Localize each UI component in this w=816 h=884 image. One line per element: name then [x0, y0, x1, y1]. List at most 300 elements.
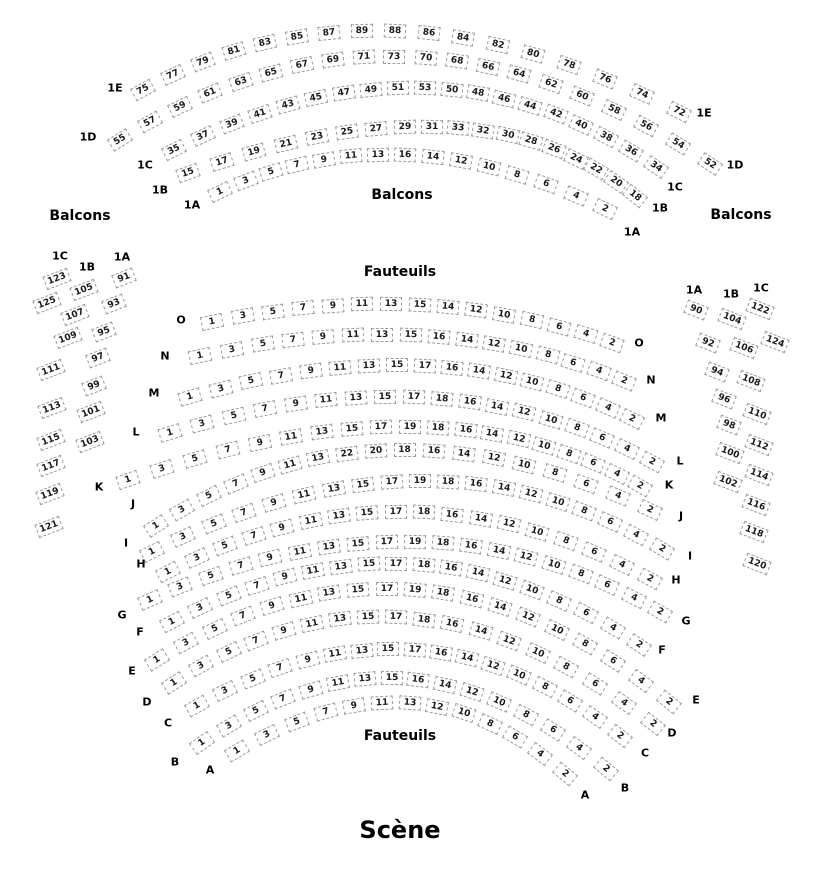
seat-H-18[interactable]: 18 [413, 505, 436, 520]
seat-G-8[interactable]: 8 [568, 564, 594, 585]
seat-G-9[interactable]: 9 [258, 549, 283, 568]
seat-right-1C-124[interactable]: 124 [760, 331, 789, 353]
seat-L-15[interactable]: 15 [374, 390, 396, 404]
seat-1E-82[interactable]: 82 [485, 36, 510, 55]
seat-I-10[interactable]: 10 [545, 492, 570, 512]
seat-1C-45[interactable]: 45 [304, 89, 328, 107]
seat-1B-22[interactable]: 22 [583, 158, 609, 181]
seat-1C-48[interactable]: 48 [466, 85, 490, 102]
seat-1D-52[interactable]: 52 [697, 152, 723, 176]
seat-O-7[interactable]: 7 [291, 300, 314, 316]
seat-left-1A-103[interactable]: 103 [75, 431, 104, 453]
seat-1B-15[interactable]: 15 [175, 163, 200, 184]
seat-K-9[interactable]: 9 [248, 434, 272, 452]
seat-O-3[interactable]: 3 [231, 307, 255, 325]
seat-1B-29[interactable]: 29 [393, 119, 415, 134]
seat-1B-26[interactable]: 26 [541, 139, 567, 160]
seat-G-6[interactable]: 6 [594, 575, 620, 597]
seat-G-11[interactable]: 11 [288, 543, 312, 561]
seat-N-12[interactable]: 12 [482, 335, 506, 352]
seat-left-1B-105[interactable]: 105 [69, 279, 98, 301]
seat-G-17[interactable]: 17 [375, 535, 397, 550]
seat-C-15[interactable]: 15 [377, 642, 399, 656]
seat-C-3[interactable]: 3 [212, 680, 238, 702]
seat-1B-21[interactable]: 21 [274, 134, 299, 153]
seat-1E-88[interactable]: 88 [384, 24, 407, 39]
seat-B-13[interactable]: 13 [353, 672, 376, 688]
seat-H-14[interactable]: 14 [469, 510, 493, 527]
seat-D-5[interactable]: 5 [216, 641, 242, 663]
seat-1D-69[interactable]: 69 [321, 52, 345, 69]
seat-1A-5[interactable]: 5 [259, 162, 284, 182]
seat-K-3[interactable]: 3 [149, 459, 174, 479]
seat-G-7[interactable]: 7 [228, 557, 253, 577]
seat-C-10[interactable]: 10 [506, 665, 532, 686]
seat-N-7[interactable]: 7 [281, 332, 304, 348]
seat-E-19[interactable]: 19 [403, 582, 426, 598]
seat-F-2[interactable]: 2 [626, 633, 652, 657]
seat-1E-78[interactable]: 78 [556, 55, 581, 75]
seat-M-11[interactable]: 11 [329, 360, 352, 376]
seat-M-7[interactable]: 7 [269, 367, 293, 385]
seat-G-2[interactable]: 2 [647, 600, 673, 623]
seat-D-14[interactable]: 14 [468, 622, 493, 642]
seat-left-1B-109[interactable]: 109 [53, 327, 82, 349]
seat-L-10[interactable]: 10 [538, 410, 563, 430]
seat-1E-76[interactable]: 76 [592, 68, 618, 89]
seat-I-12[interactable]: 12 [518, 485, 543, 504]
seat-I-18[interactable]: 18 [437, 474, 460, 489]
seat-E-7[interactable]: 7 [231, 606, 257, 627]
seat-E-17[interactable]: 17 [375, 582, 397, 596]
seat-N-11[interactable]: 11 [342, 328, 365, 343]
seat-I-14[interactable]: 14 [491, 479, 515, 497]
seat-N-14[interactable]: 14 [455, 332, 479, 349]
seat-right-1B-112[interactable]: 112 [744, 434, 773, 456]
seat-C-6[interactable]: 6 [557, 690, 583, 713]
seat-C-12[interactable]: 12 [481, 656, 506, 676]
seat-I-9[interactable]: 9 [262, 493, 287, 513]
seat-left-1C-123[interactable]: 123 [42, 268, 71, 290]
seat-1C-35[interactable]: 35 [161, 139, 187, 161]
seat-K-19[interactable]: 19 [399, 420, 421, 434]
seat-1C-51[interactable]: 51 [387, 81, 409, 96]
seat-K-7[interactable]: 7 [215, 440, 240, 459]
seat-L-16[interactable]: 16 [458, 394, 482, 411]
seat-K-16[interactable]: 16 [454, 422, 477, 438]
seat-right-1B-120[interactable]: 120 [742, 553, 771, 575]
seat-A-8[interactable]: 8 [477, 713, 503, 735]
seat-1D-56[interactable]: 56 [633, 114, 659, 137]
seat-D-16[interactable]: 16 [440, 615, 464, 633]
seat-E-15[interactable]: 15 [347, 582, 370, 598]
seat-M-17[interactable]: 17 [414, 358, 437, 373]
seat-M-3[interactable]: 3 [209, 379, 234, 398]
seat-H-8[interactable]: 8 [553, 531, 578, 552]
seat-1E-81[interactable]: 81 [221, 42, 246, 62]
seat-B-7[interactable]: 7 [271, 688, 297, 709]
seat-C-11[interactable]: 11 [323, 646, 347, 664]
seat-1B-31[interactable]: 31 [421, 119, 443, 133]
seat-L-6[interactable]: 6 [589, 427, 615, 448]
seat-F-3[interactable]: 3 [188, 597, 214, 619]
seat-D-13[interactable]: 13 [328, 611, 352, 628]
seat-F-10[interactable]: 10 [520, 579, 546, 600]
seat-K-13[interactable]: 13 [310, 424, 334, 441]
seat-1E-79[interactable]: 79 [190, 52, 216, 73]
seat-O-12[interactable]: 12 [465, 302, 489, 319]
seat-N-2[interactable]: 2 [611, 370, 637, 391]
seat-M-10[interactable]: 10 [520, 372, 545, 391]
seat-K-12[interactable]: 12 [506, 430, 531, 449]
seat-C-1[interactable]: 1 [184, 694, 210, 717]
seat-J-6[interactable]: 6 [574, 473, 599, 494]
seat-1B-17[interactable]: 17 [209, 152, 234, 172]
seat-D-12[interactable]: 12 [496, 631, 522, 652]
seat-I-19[interactable]: 19 [409, 474, 431, 488]
seat-I-13[interactable]: 13 [321, 480, 345, 498]
seat-left-1B-111[interactable]: 111 [36, 359, 65, 381]
seat-D-4[interactable]: 4 [611, 691, 637, 715]
seat-C-9[interactable]: 9 [295, 651, 320, 670]
seat-1E-87[interactable]: 87 [317, 25, 340, 41]
seat-left-1B-117[interactable]: 117 [36, 455, 65, 477]
seat-F-1[interactable]: 1 [159, 611, 185, 634]
seat-A-13[interactable]: 13 [399, 695, 422, 711]
seat-H-4[interactable]: 4 [609, 553, 635, 575]
seat-1A-11[interactable]: 11 [339, 148, 362, 164]
seat-1C-36[interactable]: 36 [618, 140, 644, 163]
seat-K-17[interactable]: 17 [370, 420, 392, 435]
seat-1C-34[interactable]: 34 [643, 155, 669, 179]
seat-L-5[interactable]: 5 [221, 407, 246, 426]
seat-F-8[interactable]: 8 [546, 590, 572, 612]
seat-C-7[interactable]: 7 [268, 658, 293, 678]
seat-E-11[interactable]: 11 [289, 589, 314, 608]
seat-D-1[interactable]: 1 [161, 671, 187, 695]
seat-A-1[interactable]: 1 [224, 739, 250, 762]
seat-1A-8[interactable]: 8 [505, 165, 530, 185]
seat-L-1[interactable]: 1 [157, 423, 182, 443]
seat-M-1[interactable]: 1 [177, 387, 202, 407]
seat-J-8[interactable]: 8 [543, 463, 568, 483]
seat-K-4[interactable]: 4 [604, 463, 630, 485]
seat-J-10[interactable]: 10 [512, 455, 537, 474]
seat-1E-77[interactable]: 77 [160, 64, 186, 86]
seat-N-1[interactable]: 1 [188, 347, 212, 365]
seat-N-9[interactable]: 9 [312, 329, 335, 345]
seat-L-14[interactable]: 14 [485, 398, 509, 416]
seat-H-12[interactable]: 12 [497, 515, 522, 534]
seat-1D-59[interactable]: 59 [167, 96, 193, 118]
seat-L-4[interactable]: 4 [614, 438, 640, 460]
seat-F-14[interactable]: 14 [466, 564, 491, 583]
seat-F-7[interactable]: 7 [244, 576, 269, 596]
seat-1A-12[interactable]: 12 [449, 152, 473, 170]
seat-M-13[interactable]: 13 [358, 358, 381, 373]
seat-1D-61[interactable]: 61 [198, 83, 224, 104]
seat-D-7[interactable]: 7 [244, 630, 270, 651]
seat-B-12[interactable]: 12 [460, 682, 485, 702]
seat-M-8[interactable]: 8 [545, 379, 570, 399]
seat-right-1A-102[interactable]: 102 [713, 471, 742, 493]
seat-1D-65[interactable]: 65 [259, 63, 284, 82]
seat-I-5[interactable]: 5 [201, 514, 227, 535]
seat-H-3[interactable]: 3 [184, 547, 210, 569]
seat-F-16[interactable]: 16 [439, 560, 463, 577]
seat-C-13[interactable]: 13 [350, 643, 373, 659]
seat-N-16[interactable]: 16 [428, 329, 451, 345]
seat-A-4[interactable]: 4 [527, 742, 553, 766]
seat-1B-30[interactable]: 30 [496, 126, 521, 144]
seat-G-14[interactable]: 14 [487, 542, 511, 560]
seat-F-4[interactable]: 4 [599, 617, 625, 640]
seat-F-11[interactable]: 11 [301, 562, 325, 580]
seat-K-15[interactable]: 15 [340, 421, 363, 437]
seat-right-1B-106[interactable]: 106 [729, 337, 758, 359]
seat-B-11[interactable]: 11 [325, 674, 349, 692]
seat-1C-49[interactable]: 49 [359, 82, 382, 98]
seat-L-11[interactable]: 11 [314, 392, 337, 408]
seat-M-6[interactable]: 6 [570, 387, 595, 408]
seat-B-9[interactable]: 9 [298, 680, 323, 700]
seat-B-15[interactable]: 15 [380, 671, 402, 685]
seat-1D-67[interactable]: 67 [290, 56, 314, 74]
seat-O-1[interactable]: 1 [200, 313, 224, 331]
seat-J-2[interactable]: 2 [637, 499, 663, 521]
seat-K-14[interactable]: 14 [480, 425, 504, 442]
seat-I-15[interactable]: 15 [351, 476, 375, 493]
seat-1E-84[interactable]: 84 [451, 29, 475, 46]
seat-left-1C-125[interactable]: 125 [32, 292, 61, 314]
seat-1B-27[interactable]: 27 [365, 121, 388, 137]
seat-I-1[interactable]: 1 [139, 541, 165, 563]
seat-1B-23[interactable]: 23 [305, 128, 329, 146]
seat-1C-42[interactable]: 42 [543, 104, 569, 125]
seat-1E-86[interactable]: 86 [417, 25, 440, 41]
seat-1A-3[interactable]: 3 [233, 171, 259, 192]
seat-H-2[interactable]: 2 [637, 568, 663, 591]
seat-A-5[interactable]: 5 [284, 711, 310, 732]
seat-right-1A-100[interactable]: 100 [715, 442, 744, 464]
seat-E-9[interactable]: 9 [260, 596, 285, 616]
seat-left-1A-93[interactable]: 93 [101, 294, 127, 315]
seat-A-12[interactable]: 12 [425, 698, 449, 716]
seat-1D-66[interactable]: 66 [476, 58, 500, 76]
seat-C-5[interactable]: 5 [240, 668, 266, 689]
seat-A-3[interactable]: 3 [254, 724, 280, 746]
seat-E-13[interactable]: 13 [317, 585, 341, 602]
seat-A-9[interactable]: 9 [342, 697, 366, 714]
seat-D-15[interactable]: 15 [357, 610, 380, 625]
seat-C-17[interactable]: 17 [404, 642, 427, 658]
seat-1D-60[interactable]: 60 [570, 85, 596, 106]
seat-1D-64[interactable]: 64 [507, 65, 532, 84]
seat-E-14[interactable]: 14 [487, 597, 512, 617]
seat-E-8[interactable]: 8 [572, 633, 598, 656]
seat-E-12[interactable]: 12 [516, 607, 542, 628]
seat-right-1B-114[interactable]: 114 [744, 464, 773, 486]
seat-F-9[interactable]: 9 [273, 568, 298, 587]
seat-I-11[interactable]: 11 [292, 486, 317, 505]
seat-1B-18[interactable]: 18 [622, 184, 648, 209]
seat-L-12[interactable]: 12 [512, 403, 537, 422]
seat-1A-9[interactable]: 9 [312, 151, 336, 168]
seat-L-2[interactable]: 2 [639, 451, 665, 474]
seat-F-5[interactable]: 5 [216, 585, 242, 606]
seat-1A-2[interactable]: 2 [592, 198, 618, 220]
seat-H-13[interactable]: 13 [327, 508, 351, 525]
seat-B-10[interactable]: 10 [486, 691, 512, 712]
seat-J-20[interactable]: 20 [364, 443, 387, 458]
seat-H-11[interactable]: 11 [298, 512, 322, 530]
seat-B-16[interactable]: 16 [407, 672, 430, 688]
seat-I-17[interactable]: 17 [380, 474, 403, 489]
seat-1E-75[interactable]: 75 [130, 79, 156, 102]
seat-1C-39[interactable]: 39 [219, 113, 245, 134]
seat-right-1A-90[interactable]: 90 [683, 300, 709, 321]
seat-left-1B-115[interactable]: 115 [36, 429, 65, 451]
seat-1B-28[interactable]: 28 [519, 132, 544, 152]
seat-right-1B-110[interactable]: 110 [742, 403, 771, 425]
seat-right-1A-96[interactable]: 96 [711, 389, 737, 410]
seat-1C-38[interactable]: 38 [593, 126, 619, 149]
seat-G-15[interactable]: 15 [346, 536, 369, 552]
seat-B-6[interactable]: 6 [540, 718, 566, 742]
seat-K-11[interactable]: 11 [279, 428, 303, 445]
seat-J-11[interactable]: 11 [278, 455, 303, 474]
seat-1E-85[interactable]: 85 [285, 28, 309, 45]
seat-C-14[interactable]: 14 [455, 649, 480, 668]
seat-G-18[interactable]: 18 [432, 536, 455, 552]
seat-M-16[interactable]: 16 [441, 360, 464, 376]
seat-O-8[interactable]: 8 [519, 311, 543, 329]
seat-left-1A-95[interactable]: 95 [91, 322, 117, 343]
seat-1D-55[interactable]: 55 [107, 128, 133, 152]
seat-right-1B-108[interactable]: 108 [736, 370, 765, 392]
seat-1B-32[interactable]: 32 [471, 122, 495, 139]
seat-1D-54[interactable]: 54 [665, 132, 691, 155]
seat-N-4[interactable]: 4 [586, 361, 611, 382]
seat-G-5[interactable]: 5 [198, 566, 223, 586]
seat-H-10[interactable]: 10 [525, 522, 550, 542]
seat-I-16[interactable]: 16 [464, 476, 487, 492]
seat-O-15[interactable]: 15 [409, 297, 432, 312]
seat-D-17[interactable]: 17 [385, 610, 408, 625]
seat-1A-6[interactable]: 6 [534, 174, 559, 195]
seat-I-3[interactable]: 3 [170, 526, 196, 548]
seat-I-4[interactable]: 4 [623, 523, 649, 546]
seat-1D-63[interactable]: 63 [228, 72, 253, 92]
seat-I-8[interactable]: 8 [571, 500, 597, 521]
seat-1A-4[interactable]: 4 [563, 185, 589, 206]
seat-H-17[interactable]: 17 [385, 505, 407, 519]
seat-F-13[interactable]: 13 [329, 558, 353, 575]
seat-H-7[interactable]: 7 [241, 526, 266, 546]
seat-N-8[interactable]: 8 [535, 346, 560, 365]
seat-right-1B-116[interactable]: 116 [741, 494, 770, 516]
seat-J-3[interactable]: 3 [169, 498, 195, 521]
seat-G-16[interactable]: 16 [459, 538, 483, 555]
seat-M-12[interactable]: 12 [494, 367, 518, 385]
seat-C-2[interactable]: 2 [607, 724, 633, 749]
seat-G-10[interactable]: 10 [541, 555, 566, 575]
seat-F-15[interactable]: 15 [357, 557, 380, 572]
seat-L-13[interactable]: 13 [344, 390, 367, 405]
seat-D-2[interactable]: 2 [640, 712, 666, 737]
seat-1A-7[interactable]: 7 [285, 156, 310, 175]
seat-O-4[interactable]: 4 [573, 324, 598, 344]
seat-1E-74[interactable]: 74 [629, 83, 655, 105]
seat-G-4[interactable]: 4 [621, 587, 647, 609]
seat-1D-62[interactable]: 62 [538, 74, 563, 94]
seat-1D-58[interactable]: 58 [601, 99, 627, 121]
seat-left-1A-97[interactable]: 97 [85, 348, 111, 369]
seat-K-2[interactable]: 2 [627, 475, 653, 498]
seat-1D-68[interactable]: 68 [445, 53, 469, 70]
seat-O-13[interactable]: 13 [380, 297, 402, 311]
seat-G-3[interactable]: 3 [168, 577, 194, 598]
seat-J-16[interactable]: 16 [423, 443, 446, 458]
seat-E-3[interactable]: 3 [173, 632, 199, 655]
seat-1C-53[interactable]: 53 [414, 81, 436, 96]
seat-G-12[interactable]: 12 [514, 548, 539, 567]
seat-D-11[interactable]: 11 [300, 615, 324, 633]
seat-O-2[interactable]: 2 [599, 333, 624, 354]
seat-left-1A-99[interactable]: 99 [81, 376, 107, 397]
seat-1D-71[interactable]: 71 [352, 50, 375, 65]
seat-J-9[interactable]: 9 [250, 463, 275, 483]
seat-J-7[interactable]: 7 [223, 473, 249, 494]
seat-left-1A-101[interactable]: 101 [76, 401, 105, 423]
seat-B-1[interactable]: 1 [189, 731, 215, 755]
seat-N-3[interactable]: 3 [219, 341, 243, 359]
seat-E-16[interactable]: 16 [459, 590, 484, 609]
seat-I-6[interactable]: 6 [598, 511, 624, 533]
seat-K-8[interactable]: 8 [556, 444, 581, 464]
seat-1E-72[interactable]: 72 [666, 101, 692, 123]
seat-I-7[interactable]: 7 [232, 503, 257, 523]
seat-C-4[interactable]: 4 [582, 705, 608, 729]
seat-O-9[interactable]: 9 [321, 298, 344, 313]
seat-1E-89[interactable]: 89 [351, 23, 373, 38]
seat-J-14[interactable]: 14 [452, 445, 476, 462]
seat-B-4[interactable]: 4 [566, 736, 592, 760]
seat-F-12[interactable]: 12 [493, 571, 518, 591]
seat-M-14[interactable]: 14 [467, 363, 491, 380]
seat-E-6[interactable]: 6 [600, 650, 626, 674]
seat-1A-10[interactable]: 10 [477, 158, 502, 177]
seat-right-1A-92[interactable]: 92 [695, 333, 721, 354]
seat-M-15[interactable]: 15 [386, 358, 408, 372]
seat-1C-44[interactable]: 44 [518, 96, 543, 116]
seat-M-2[interactable]: 2 [619, 408, 645, 430]
seat-J-22[interactable]: 22 [335, 445, 359, 462]
seat-A-10[interactable]: 10 [451, 703, 476, 723]
seat-A-2[interactable]: 2 [552, 762, 578, 787]
seat-H-1[interactable]: 1 [155, 561, 181, 583]
seat-1E-83[interactable]: 83 [253, 34, 278, 53]
seat-J-12[interactable]: 12 [482, 449, 506, 467]
seat-B-5[interactable]: 5 [243, 700, 269, 722]
seat-1B-19[interactable]: 19 [242, 142, 267, 161]
seat-E-18[interactable]: 18 [431, 585, 455, 602]
seat-H-9[interactable]: 9 [270, 518, 295, 537]
seat-left-1B-119[interactable]: 119 [35, 483, 64, 505]
seat-E-2[interactable]: 2 [656, 690, 682, 715]
seat-1B-33[interactable]: 33 [446, 120, 469, 136]
seat-D-18[interactable]: 18 [412, 611, 436, 628]
